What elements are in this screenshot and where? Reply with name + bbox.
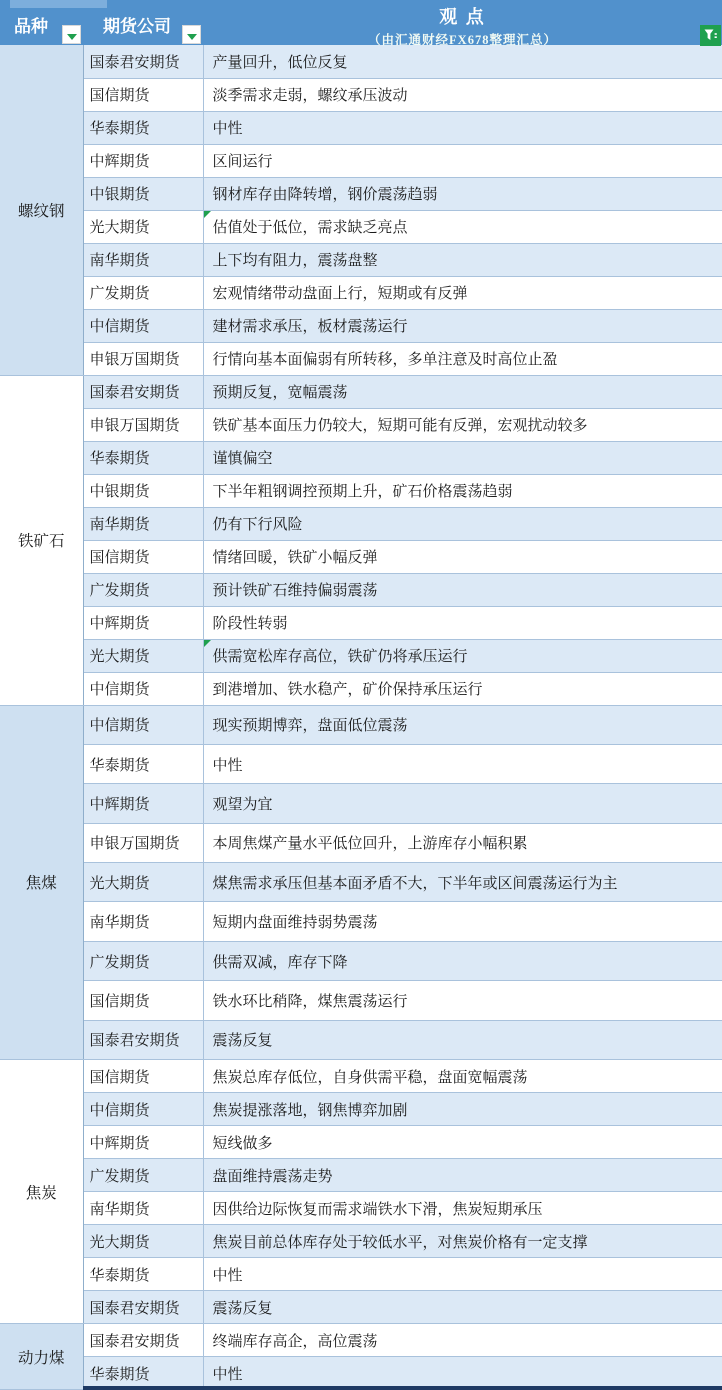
table-row: [0, 177, 722, 210]
view-cell[interactable]: 到港增加、铁水稳产，矿价保持承压运行: [203, 672, 722, 705]
company-cell[interactable]: 申银万国期货: [83, 342, 203, 375]
view-cell[interactable]: 铁水环比稍降，煤焦震荡运行: [203, 981, 722, 1020]
company-cell[interactable]: 中银期货: [83, 474, 203, 507]
table-row: [0, 276, 722, 309]
company-cell[interactable]: 广发期货: [83, 941, 203, 980]
header-cell-company: [83, 0, 203, 45]
view-cell[interactable]: 下半年粗钢调控预期上升，矿石价格震荡趋弱: [203, 474, 722, 507]
view-cell[interactable]: 淡季需求走弱，螺纹承压波动: [203, 78, 722, 111]
table-row: [0, 672, 722, 705]
view-cell[interactable]: 震荡反复: [203, 1020, 722, 1059]
table-row: [0, 342, 722, 375]
table-row: [0, 1159, 722, 1192]
view-cell[interactable]: 宏观情绪带动盘面上行，短期或有反弹: [203, 276, 722, 309]
company-cell[interactable]: 南华期货: [83, 1192, 203, 1225]
view-cell[interactable]: 焦炭总库存低位，自身供需平稳，盘面宽幅震荡: [203, 1060, 722, 1093]
table-row: [0, 309, 722, 342]
company-cell[interactable]: 国泰君安期货: [83, 1291, 203, 1324]
table-row: [0, 1291, 722, 1324]
view-column-label: 观 点: [439, 7, 486, 27]
variety-column-label: 品种: [14, 17, 48, 36]
company-cell[interactable]: 华泰期货: [83, 1357, 203, 1390]
view-cell[interactable]: 焦炭提涨落地，钢焦博弈加剧: [203, 1093, 722, 1126]
company-cell[interactable]: 国信期货: [83, 78, 203, 111]
view-cell[interactable]: 预计铁矿石维持偏弱震荡: [203, 573, 722, 606]
company-cell[interactable]: 广发期货: [83, 276, 203, 309]
dropdown-filter-icon: [187, 34, 197, 40]
table-row: [0, 474, 722, 507]
view-cell[interactable]: 煤焦需求承压但基本面矛盾不大，下半年或区间震荡运行为主: [203, 863, 722, 902]
table-row: [0, 1324, 722, 1357]
company-cell[interactable]: 南华期货: [83, 902, 203, 941]
company-cell[interactable]: 国信期货: [83, 1060, 203, 1093]
company-column-label: 期货公司: [103, 17, 171, 36]
view-cell[interactable]: 谨慎偏空: [203, 441, 722, 474]
table-row: [0, 210, 722, 243]
variety-cell[interactable]: 动力煤: [0, 1324, 83, 1390]
view-cell[interactable]: 供需宽松库存高位，铁矿仍将承压运行: [203, 639, 722, 672]
table-row: [0, 441, 722, 474]
company-cell[interactable]: 国信期货: [83, 981, 203, 1020]
company-cell[interactable]: 华泰期货: [83, 111, 203, 144]
company-cell[interactable]: 中信期货: [83, 1093, 203, 1126]
table-row: [0, 243, 722, 276]
table-row: [0, 111, 722, 144]
company-filter-dropdown-button[interactable]: [182, 25, 201, 44]
table-row: [0, 863, 722, 902]
view-cell[interactable]: 铁矿基本面压力仍较大，短期可能有反弹，宏观扰动较多: [203, 408, 722, 441]
table-row: [0, 1258, 722, 1291]
filter-funnel-icon: [704, 29, 717, 42]
variety-cell[interactable]: 铁矿石: [0, 375, 83, 705]
table-row: [0, 823, 722, 862]
table-row: [0, 902, 722, 941]
table-bottom-bar: [83, 1386, 722, 1390]
table-row: [0, 375, 722, 408]
view-cell[interactable]: 中性: [203, 111, 722, 144]
view-cell[interactable]: 情绪回暖，铁矿小幅反弹: [203, 540, 722, 573]
view-cell[interactable]: 预期反复，宽幅震荡: [203, 375, 722, 408]
company-cell[interactable]: 中辉期货: [83, 1126, 203, 1159]
table-row: [0, 45, 722, 78]
company-cell[interactable]: 中信期货: [83, 705, 203, 744]
company-cell[interactable]: 广发期货: [83, 573, 203, 606]
table-row: [0, 507, 722, 540]
company-cell[interactable]: 南华期货: [83, 507, 203, 540]
view-cell[interactable]: 建材需求承压，板材震荡运行: [203, 309, 722, 342]
table-row: [0, 78, 722, 111]
view-cell[interactable]: 震荡反复: [203, 1291, 722, 1324]
comment-flag-icon: [204, 640, 211, 647]
view-cell[interactable]: 因供给边际恢复而需求端铁水下滑，焦炭短期承压: [203, 1192, 722, 1225]
table-row: [0, 1126, 722, 1159]
company-cell[interactable]: 中辉期货: [83, 144, 203, 177]
table-row: [0, 540, 722, 573]
view-cell[interactable]: 本周焦煤产量水平低位回升，上游库存小幅积累: [203, 823, 722, 862]
table-row: [0, 1357, 722, 1390]
company-cell[interactable]: 中辉期货: [83, 784, 203, 823]
table-row: [0, 784, 722, 823]
company-cell[interactable]: 华泰期货: [83, 441, 203, 474]
company-cell[interactable]: 光大期货: [83, 1225, 203, 1258]
view-cell[interactable]: 估值处于低位，需求缺乏亮点: [203, 210, 722, 243]
view-cell[interactable]: 行情向基本面偏弱有所转移，多单注意及时高位止盈: [203, 342, 722, 375]
view-cell[interactable]: 上下均有阻力，震荡盘整: [203, 243, 722, 276]
view-cell[interactable]: 产量回升，低位反复: [203, 45, 722, 78]
company-cell[interactable]: 中银期货: [83, 177, 203, 210]
view-cell[interactable]: 短线做多: [203, 1126, 722, 1159]
table-row: [0, 744, 722, 783]
view-cell[interactable]: 中性: [203, 1258, 722, 1291]
company-cell[interactable]: 国泰君安期货: [83, 375, 203, 408]
company-cell[interactable]: 国信期货: [83, 540, 203, 573]
company-cell[interactable]: 申银万国期货: [83, 408, 203, 441]
view-cell[interactable]: 中性: [203, 1357, 722, 1390]
company-cell[interactable]: 国泰君安期货: [83, 1020, 203, 1059]
company-cell[interactable]: 国泰君安期货: [83, 45, 203, 78]
table-row: [0, 1020, 722, 1059]
company-cell[interactable]: 华泰期货: [83, 1258, 203, 1291]
variety-cell[interactable]: 螺纹钢: [0, 45, 83, 375]
variety-cell[interactable]: 焦炭: [0, 1060, 83, 1324]
view-cell[interactable]: 现实预期博弈，盘面低位震荡: [203, 705, 722, 744]
company-cell[interactable]: 国泰君安期货: [83, 1324, 203, 1357]
variety-cell[interactable]: 焦煤: [0, 705, 83, 1060]
company-cell[interactable]: 光大期货: [83, 639, 203, 672]
view-cell[interactable]: 仍有下行风险: [203, 507, 722, 540]
table-row: [0, 1093, 722, 1126]
view-cell[interactable]: 焦炭目前总体库存处于较低水平，对焦炭价格有一定支撑: [203, 1225, 722, 1258]
view-cell[interactable]: 短期内盘面维持弱势震荡: [203, 902, 722, 941]
company-cell[interactable]: 中信期货: [83, 309, 203, 342]
view-filter-button[interactable]: [700, 25, 721, 46]
table-row: [0, 1192, 722, 1225]
table-row: [0, 981, 722, 1020]
view-cell[interactable]: 中性: [203, 744, 722, 783]
company-cell[interactable]: 光大期货: [83, 210, 203, 243]
opinions-table: [0, 45, 722, 1390]
table-row: [0, 408, 722, 441]
company-cell[interactable]: 中辉期货: [83, 606, 203, 639]
dropdown-filter-icon: [67, 34, 77, 40]
view-cell[interactable]: 供需双减，库存下降: [203, 941, 722, 980]
company-cell[interactable]: 中信期货: [83, 672, 203, 705]
table-row: [0, 1060, 722, 1093]
company-cell[interactable]: 光大期货: [83, 863, 203, 902]
view-cell[interactable]: 阶段性转弱: [203, 606, 722, 639]
table-row: [0, 705, 722, 744]
view-cell[interactable]: 盘面维持震荡走势: [203, 1159, 722, 1192]
company-cell[interactable]: 广发期货: [83, 1159, 203, 1192]
view-cell[interactable]: 观望为宜: [203, 784, 722, 823]
header-cell-view: [203, 0, 722, 45]
table-row: [0, 941, 722, 980]
view-cell[interactable]: 区间运行: [203, 144, 722, 177]
table-header-row: [0, 0, 722, 45]
header-cell-variety: [0, 0, 83, 45]
view-cell[interactable]: 终端库存高企，高位震荡: [203, 1324, 722, 1357]
company-cell[interactable]: 申银万国期货: [83, 823, 203, 862]
table-row: [0, 144, 722, 177]
view-cell[interactable]: 钢材库存由降转增，钢价震荡趋弱: [203, 177, 722, 210]
comment-flag-icon: [204, 211, 211, 218]
table-row: [0, 606, 722, 639]
company-cell[interactable]: 华泰期货: [83, 744, 203, 783]
table-row: [0, 639, 722, 672]
table-row: [0, 573, 722, 606]
view-column-subtitle: （由汇通财经FX678整理汇总）: [368, 33, 557, 47]
variety-filter-dropdown-button[interactable]: [62, 25, 81, 44]
company-cell[interactable]: 南华期货: [83, 243, 203, 276]
table-row: [0, 1225, 722, 1258]
